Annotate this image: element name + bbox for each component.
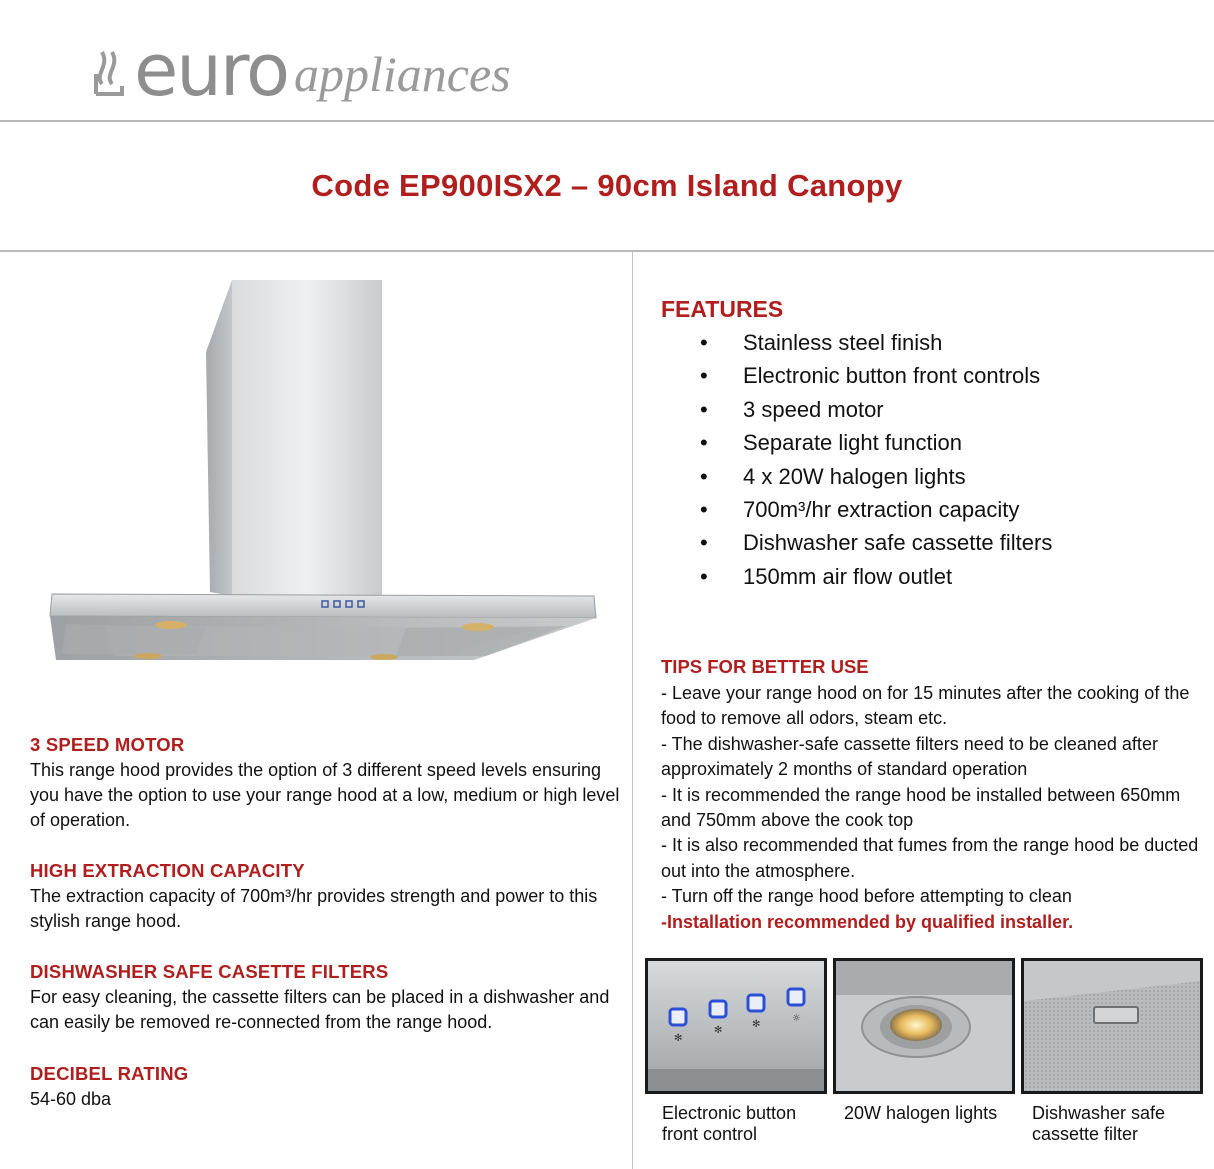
- feature-item: • 3 speed motor: [700, 393, 1052, 426]
- feature-item: • Stainless steel finish: [700, 326, 1052, 359]
- svg-text:✻: ✻: [674, 1033, 683, 1044]
- section-heading: HIGH EXTRACTION CAPACITY: [30, 860, 305, 881]
- feature-item: • 700m³/hr extraction capacity: [700, 493, 1052, 526]
- svg-text:☼: ☼: [792, 1013, 801, 1024]
- range-hood-image: [46, 276, 602, 666]
- section-speed-motor: [30, 734, 620, 833]
- thumbnail-caption: Electronic button front control: [662, 1103, 797, 1144]
- tip-item: - It is also recommended that fumes from the range hood be ducted out into the atmosphere.: [661, 835, 1199, 881]
- brand-name: euro: [134, 28, 288, 112]
- column-divider: [632, 252, 633, 1169]
- brand-tagline: appliances: [294, 46, 511, 102]
- section-body: 54-60 dba: [30, 1089, 112, 1109]
- tip-item: - It is recommended the range hood be installed between 650mm and 750mm above the cook top: [661, 784, 1181, 831]
- halogen-light-photo: [833, 958, 1015, 1094]
- section-decibel-rating: [30, 1063, 620, 1112]
- section-cassette-filters: [30, 961, 620, 1035]
- tip-item: - Leave your range hood on for 15 minutes after the cooking of the food to remove all odors, steam etc.: [661, 683, 1190, 729]
- features-list: [700, 326, 1052, 593]
- cassette-filter-photo: [1021, 958, 1203, 1094]
- control-panel-image: [648, 961, 824, 1091]
- controls-photo: [645, 958, 827, 1094]
- cassette-filter-image: [1024, 961, 1200, 1091]
- installation-warning: -Installation recommended by qualified installer.: [661, 911, 1074, 932]
- halogen-light-image: [836, 961, 1012, 1091]
- tip-item: - The dishwasher-safe cassette filters need to be cleaned after approximately 2 months of standard operation: [661, 733, 1158, 780]
- logo-steam-icon: [88, 44, 130, 100]
- brand-logo: [88, 28, 511, 112]
- feature-item: • Electronic button front controls: [700, 359, 1052, 392]
- svg-text:✻: ✻: [714, 1025, 723, 1036]
- title-divider: [0, 250, 1214, 252]
- tip-item: - Turn off the range hood before attempting to clean: [661, 886, 1072, 907]
- features-heading: FEATURES: [661, 296, 784, 322]
- thumbnail-caption: Dishwasher safe cassette filter: [1032, 1103, 1166, 1144]
- tips-heading: TIPS FOR BETTER USE: [661, 656, 869, 677]
- feature-item: • 4 x 20W halogen lights: [700, 460, 1052, 493]
- section-body: The extraction capacity of 700m³/hr provides strength and power to this stylish range hood.: [30, 886, 598, 931]
- section-heading: 3 SPEED MOTOR: [30, 734, 185, 755]
- thumbnail-caption: 20W halogen lights: [844, 1103, 998, 1123]
- section-heading: DISHWASHER SAFE CASETTE FILTERS: [30, 961, 389, 982]
- section-extraction-capacity: [30, 860, 620, 934]
- section-body: This range hood provides the option of 3 different speed levels ensuring you have the option to use your range hood at a low, medium or high level of operation.: [30, 760, 620, 830]
- page-title: Code EP900ISX2 – 90cm Island Canopy: [311, 168, 903, 203]
- feature-item: • Separate light function: [700, 426, 1052, 459]
- section-body: For easy cleaning, the cassette filters can be placed in a dishwasher and can easily be removed re-connected from the range hood.: [30, 987, 610, 1032]
- feature-item: • Dishwasher safe cassette filters: [700, 526, 1052, 559]
- header-divider: [0, 120, 1214, 122]
- svg-text:✻: ✻: [752, 1019, 761, 1030]
- tips-list: [661, 681, 1201, 935]
- section-heading: DECIBEL RATING: [30, 1063, 189, 1084]
- feature-item: • 150mm air flow outlet: [700, 560, 1052, 593]
